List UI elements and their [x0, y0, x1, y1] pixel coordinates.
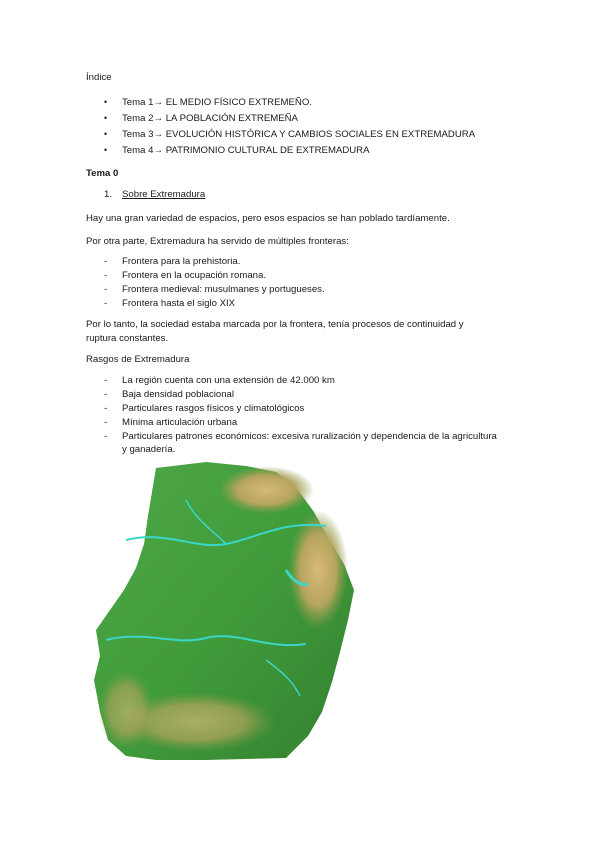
- dash-marker: -: [104, 270, 108, 281]
- index-item-3: • Tema 3→ EVOLUCIÓN HISTÓRICA Y CAMBIOS SOCIALES EN EXTREMADURA: [104, 129, 476, 140]
- dash-marker: -: [104, 403, 108, 414]
- index-item-1: • Tema 1→ EL MEDIO FÍSICO EXTREMEÑO.: [104, 97, 312, 108]
- dash-marker: -: [104, 284, 108, 295]
- frontier-item-1: - Frontera para la prehistoria.: [104, 256, 241, 267]
- frontier-item-2: - Frontera en la ocupación romana.: [104, 270, 266, 281]
- mountain-range-east: [288, 510, 348, 630]
- highland-southwest: [98, 670, 154, 750]
- trait-item-1: - La región cuenta con una extensión de 42.000 km: [104, 375, 335, 386]
- paragraph-3-line-2: ruptura constantes.: [86, 333, 169, 344]
- tema0-heading: Tema 0: [86, 168, 119, 179]
- section-title: Sobre Extremadura: [122, 189, 206, 200]
- dash-marker: -: [104, 389, 108, 400]
- bullet-icon: •: [104, 113, 108, 123]
- dash-marker: -: [104, 431, 108, 442]
- section-number: 1.: [104, 189, 113, 200]
- frontier-item-4: - Frontera hasta el siglo XIX: [104, 298, 236, 309]
- bullet-icon: •: [104, 145, 108, 155]
- paragraph-2: Por otra parte, Extremadura ha servido de múltiples fronteras:: [86, 236, 349, 247]
- mountain-range-north: [218, 466, 314, 514]
- trait-item-5: - Particulares patrones económicos: excesiva ruralización y dependencia de la agricultura: [104, 431, 497, 442]
- paragraph-1: Hay una gran variedad de espacios, pero esos espacios se han poblado tardíamente.: [86, 213, 450, 224]
- dash-marker: -: [104, 417, 108, 428]
- trait-item-3: - Particulares rasgos físicos y climatológicos: [104, 403, 305, 414]
- extremadura-relief-map: [86, 460, 362, 762]
- paragraph-3-line-1: Por lo tanto, la sociedad estaba marcada por la frontera, tenía procesos de continuidad y: [86, 319, 464, 330]
- dash-marker: -: [104, 375, 108, 386]
- trait-item-4: - Mínima articulación urbana: [104, 417, 238, 428]
- dash-marker: -: [104, 298, 108, 309]
- section-1-heading: [104, 189, 205, 200]
- index-heading: Índice: [86, 72, 112, 83]
- trait-item-2: - Baja densidad poblacional: [104, 389, 235, 400]
- frontier-item-3: - Frontera medieval: musulmanes y portugueses.: [104, 284, 325, 295]
- traits-heading: Rasgos de Extremadura: [86, 354, 190, 365]
- index-item-4: • Tema 4→ PATRIMONIO CULTURAL DE EXTREMADURA: [104, 145, 370, 156]
- bullet-icon: •: [104, 129, 108, 139]
- dash-marker: -: [104, 256, 108, 267]
- index-item-2: • Tema 2→ LA POBLACIÓN EXTREMEÑA: [104, 113, 298, 124]
- bullet-icon: •: [104, 97, 108, 107]
- trait-item-5-continuation: y ganadería.: [122, 444, 176, 455]
